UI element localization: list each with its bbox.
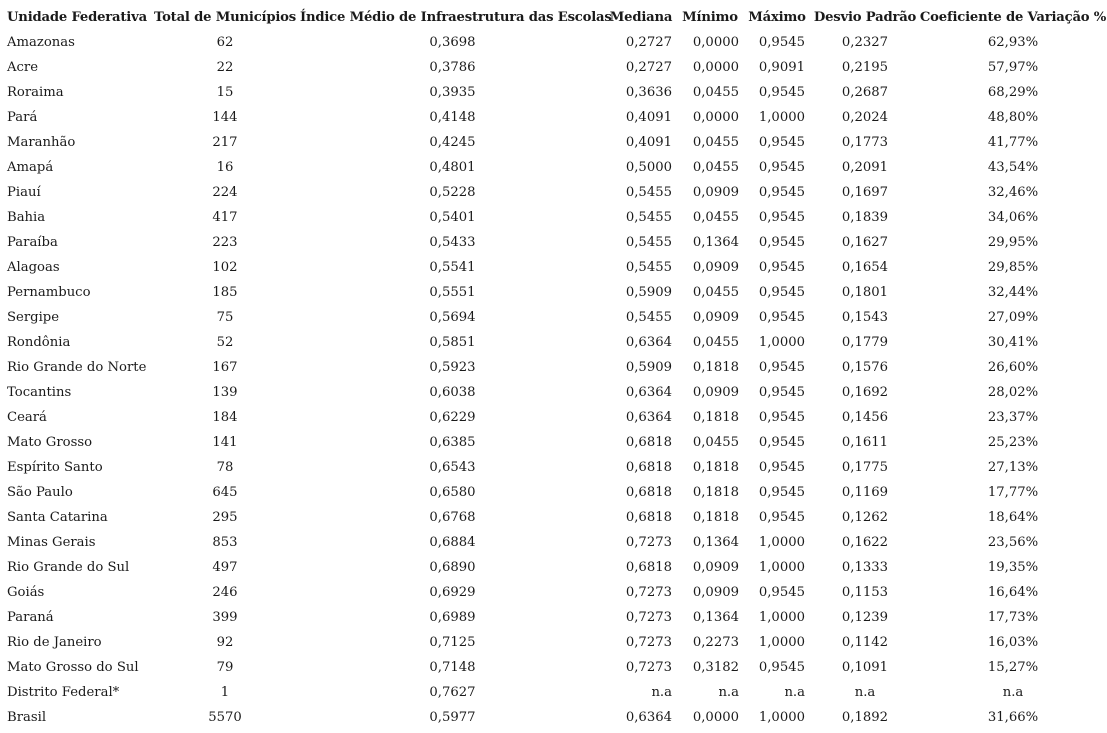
cell-total-municipios: 853 [212,535,238,550]
cell-desvio-padrao: 0,1692 [841,385,889,400]
cell-indice-medio: 0,7627 [429,685,476,700]
cell-desvio-padrao: 0,1892 [841,710,889,725]
cell-maximo: 0,9545 [758,35,805,50]
cell-coeficiente-variacao: n.a [1002,685,1024,700]
cell-total-municipios: 217 [212,135,238,150]
cell-total-municipios: 144 [212,110,238,125]
cell-desvio-padrao: 0,2091 [841,160,889,175]
cell-indice-medio: 0,5694 [429,310,476,325]
table-header [0,5,1107,30]
cell-indice-medio: 0,7125 [429,635,476,650]
cell-total-municipios: 167 [212,360,238,375]
table-row [0,530,1107,555]
cell-minimo: 0,1364 [692,610,739,625]
cell-minimo: 0,0455 [692,210,739,225]
cell-unidade-federativa: Goiás [7,585,45,600]
cell-desvio-padrao: 0,1622 [841,535,889,550]
infrastructure-table [0,5,1107,730]
cell-minimo: 0,0000 [692,60,739,75]
header-mediana: Mediana [609,10,673,25]
cell-minimo: 0,0909 [692,585,739,600]
cell-coeficiente-variacao: 16,64% [987,585,1039,600]
cell-unidade-federativa: Rio Grande do Norte [7,360,147,375]
cell-total-municipios: 417 [212,210,238,225]
cell-unidade-federativa: Pernambuco [7,285,91,300]
cell-desvio-padrao: 0,1543 [841,310,889,325]
cell-coeficiente-variacao: 17,77% [987,485,1039,500]
cell-total-municipios: 295 [212,510,238,525]
cell-coeficiente-variacao: 29,95% [987,235,1039,250]
cell-indice-medio: 0,6890 [429,560,476,575]
cell-coeficiente-variacao: 26,60% [987,360,1039,375]
cell-desvio-padrao: 0,1169 [841,485,889,500]
table-row [0,580,1107,605]
cell-coeficiente-variacao: 32,46% [987,185,1039,200]
table-row [0,430,1107,455]
cell-desvio-padrao: n.a [854,685,876,700]
header-maximo: Máximo [748,10,806,25]
cell-mediana: 0,2727 [625,60,672,75]
cell-unidade-federativa: Rondônia [7,335,71,350]
table-row [0,30,1107,55]
cell-maximo: 0,9545 [758,360,805,375]
cell-coeficiente-variacao: 17,73% [987,610,1039,625]
cell-mediana: 0,4091 [625,135,672,150]
cell-desvio-padrao: 0,1456 [841,410,889,425]
cell-mediana: 0,6818 [625,485,672,500]
cell-minimo: 0,0455 [692,285,739,300]
table-row [0,680,1107,705]
table-row [0,455,1107,480]
cell-maximo: n.a [784,685,805,700]
cell-indice-medio: 0,5228 [429,185,476,200]
cell-total-municipios: 102 [212,260,238,275]
cell-total-municipios: 16 [216,160,234,175]
cell-indice-medio: 0,6038 [429,385,476,400]
cell-maximo: 1,0000 [758,710,805,725]
cell-mediana: 0,4091 [625,110,672,125]
cell-unidade-federativa: Amapá [7,160,54,175]
table-row [0,155,1107,180]
cell-desvio-padrao: 0,2024 [841,110,889,125]
table-row [0,380,1107,405]
cell-mediana: 0,5909 [625,360,672,375]
cell-coeficiente-variacao: 18,64% [987,510,1039,525]
cell-mediana: 0,7273 [625,585,672,600]
cell-coeficiente-variacao: 27,09% [987,310,1039,325]
cell-desvio-padrao: 0,1839 [841,210,889,225]
cell-coeficiente-variacao: 27,13% [987,460,1039,475]
header-coeficiente-variacao: Coeficiente de Variação % [919,10,1107,25]
cell-desvio-padrao: 0,1627 [841,235,889,250]
cell-unidade-federativa: Paraná [7,610,54,625]
cell-total-municipios: 1 [220,685,230,700]
cell-minimo: 0,2273 [692,635,739,650]
header-indice-medio: Índice Médio de Infraestrutura das Escolas [300,10,612,25]
cell-mediana: 0,5455 [625,185,672,200]
cell-desvio-padrao: 0,1153 [841,585,889,600]
cell-unidade-federativa: Pará [7,110,38,125]
cell-indice-medio: 0,5923 [429,360,476,375]
cell-unidade-federativa: Alagoas [7,260,60,275]
cell-maximo: 0,9545 [758,385,805,400]
cell-coeficiente-variacao: 31,66% [987,710,1039,725]
cell-desvio-padrao: 0,1142 [841,635,889,650]
cell-mediana: 0,6818 [625,510,672,525]
cell-desvio-padrao: 0,1611 [841,435,889,450]
cell-total-municipios: 497 [212,560,238,575]
table-row [0,505,1107,530]
header-total-municipios: Total de Municípios [153,10,296,25]
table-row [0,130,1107,155]
cell-minimo: 0,0909 [692,560,739,575]
cell-indice-medio: 0,3786 [429,60,476,75]
cell-desvio-padrao: 0,1773 [841,135,889,150]
table-row [0,280,1107,305]
cell-desvio-padrao: 0,1239 [841,610,889,625]
cell-total-municipios: 22 [216,60,234,75]
cell-minimo: 0,0909 [692,310,739,325]
cell-maximo: 0,9545 [758,285,805,300]
cell-maximo: 1,0000 [758,560,805,575]
cell-mediana: 0,7273 [625,610,672,625]
cell-indice-medio: 0,7148 [429,660,476,675]
cell-desvio-padrao: 0,1775 [841,460,889,475]
cell-mediana: 0,5000 [625,160,672,175]
cell-total-municipios: 92 [216,635,234,650]
cell-minimo: n.a [718,685,739,700]
table-row [0,355,1107,380]
cell-mediana: 0,5455 [625,260,672,275]
cell-unidade-federativa: Acre [7,60,39,75]
cell-maximo: 1,0000 [758,610,805,625]
cell-mediana: 0,6364 [625,410,672,425]
cell-coeficiente-variacao: 23,56% [987,535,1039,550]
cell-unidade-federativa: Sergipe [7,310,60,325]
cell-unidade-federativa: Brasil [7,710,47,725]
cell-unidade-federativa: Espírito Santo [7,460,103,475]
cell-coeficiente-variacao: 43,54% [987,160,1039,175]
cell-coeficiente-variacao: 19,35% [987,560,1039,575]
cell-unidade-federativa: Mato Grosso [7,435,93,450]
cell-maximo: 0,9545 [758,585,805,600]
cell-coeficiente-variacao: 57,97% [987,60,1039,75]
cell-desvio-padrao: 0,1333 [841,560,889,575]
cell-mediana: 0,7273 [625,660,672,675]
header-unidade-federativa: Unidade Federativa [7,10,147,25]
cell-total-municipios: 185 [212,285,238,300]
header-minimo: Mínimo [682,10,738,25]
cell-coeficiente-variacao: 32,44% [987,285,1039,300]
header-desvio-padrao: Desvio Padrão [813,10,917,25]
cell-indice-medio: 0,5433 [429,235,476,250]
cell-maximo: 0,9545 [758,435,805,450]
table-body [0,30,1107,730]
cell-coeficiente-variacao: 34,06% [987,210,1039,225]
cell-mediana: 0,5455 [625,235,672,250]
table-row [0,605,1107,630]
table-row [0,205,1107,230]
cell-coeficiente-variacao: 23,37% [987,410,1039,425]
cell-mediana: 0,2727 [625,35,672,50]
table-row [0,555,1107,580]
cell-total-municipios: 223 [212,235,238,250]
cell-minimo: 0,0000 [692,110,739,125]
cell-desvio-padrao: 0,2327 [841,35,889,50]
cell-mediana: 0,6364 [625,335,672,350]
cell-mediana: 0,6364 [625,385,672,400]
cell-unidade-federativa: Distrito Federal* [7,685,120,700]
cell-indice-medio: 0,6543 [429,460,476,475]
cell-minimo: 0,3182 [692,660,739,675]
cell-coeficiente-variacao: 62,93% [987,35,1039,50]
cell-coeficiente-variacao: 48,80% [987,110,1039,125]
cell-maximo: 0,9545 [758,160,805,175]
cell-minimo: 0,1818 [692,485,739,500]
cell-desvio-padrao: 0,2687 [841,85,889,100]
cell-minimo: 0,1364 [692,235,739,250]
cell-maximo: 0,9545 [758,85,805,100]
table-row [0,255,1107,280]
cell-total-municipios: 15 [216,85,234,100]
cell-maximo: 0,9545 [758,260,805,275]
cell-maximo: 0,9545 [758,410,805,425]
cell-maximo: 0,9545 [758,185,805,200]
cell-desvio-padrao: 0,1801 [841,285,889,300]
cell-minimo: 0,0455 [692,160,739,175]
cell-minimo: 0,0000 [692,710,739,725]
cell-total-municipios: 139 [212,385,238,400]
cell-coeficiente-variacao: 30,41% [987,335,1039,350]
cell-total-municipios: 645 [212,485,238,500]
cell-unidade-federativa: Roraima [7,85,64,100]
cell-unidade-federativa: Tocantins [7,385,72,400]
cell-total-municipios: 141 [212,435,238,450]
cell-unidade-federativa: Mato Grosso do Sul [7,660,139,675]
cell-mediana: 0,6818 [625,560,672,575]
table-row [0,180,1107,205]
cell-unidade-federativa: Rio de Janeiro [7,635,102,650]
cell-coeficiente-variacao: 15,27% [987,660,1039,675]
cell-total-municipios: 75 [216,310,234,325]
cell-indice-medio: 0,5551 [429,285,476,300]
cell-total-municipios: 78 [216,460,234,475]
header-row [0,5,1107,30]
cell-maximo: 0,9545 [758,660,805,675]
table-row [0,630,1107,655]
table-row [0,705,1107,730]
cell-desvio-padrao: 0,1779 [841,335,889,350]
cell-maximo: 1,0000 [758,110,805,125]
cell-indice-medio: 0,6989 [429,610,476,625]
cell-minimo: 0,1818 [692,360,739,375]
cell-unidade-federativa: Piauí [7,185,41,200]
cell-unidade-federativa: Bahia [7,210,46,225]
cell-mediana: 0,7273 [625,535,672,550]
cell-desvio-padrao: 0,1576 [841,360,889,375]
cell-coeficiente-variacao: 41,77% [987,135,1039,150]
cell-maximo: 0,9545 [758,310,805,325]
cell-desvio-padrao: 0,1654 [841,260,889,275]
cell-unidade-federativa: Minas Gerais [7,535,96,550]
cell-mediana: 0,3636 [625,85,672,100]
cell-minimo: 0,0000 [692,35,739,50]
cell-desvio-padrao: 0,2195 [841,60,889,75]
cell-desvio-padrao: 0,1262 [841,510,889,525]
cell-minimo: 0,0455 [692,135,739,150]
cell-minimo: 0,0909 [692,260,739,275]
cell-indice-medio: 0,6580 [429,485,476,500]
cell-indice-medio: 0,3935 [429,85,476,100]
cell-indice-medio: 0,6385 [429,435,476,450]
cell-total-municipios: 246 [212,585,238,600]
table-row [0,655,1107,680]
cell-maximo: 1,0000 [758,335,805,350]
cell-minimo: 0,0909 [692,185,739,200]
table-row [0,105,1107,130]
cell-unidade-federativa: São Paulo [7,485,73,500]
table-row [0,80,1107,105]
cell-indice-medio: 0,5401 [429,210,476,225]
cell-minimo: 0,1818 [692,510,739,525]
cell-maximo: 0,9545 [758,510,805,525]
cell-minimo: 0,0909 [692,385,739,400]
cell-unidade-federativa: Amazonas [7,35,75,50]
cell-mediana: 0,6818 [625,435,672,450]
cell-maximo: 1,0000 [758,535,805,550]
cell-unidade-federativa: Maranhão [7,135,76,150]
cell-indice-medio: 0,5851 [429,335,476,350]
cell-unidade-federativa: Rio Grande do Sul [7,560,130,575]
cell-maximo: 0,9545 [758,235,805,250]
cell-maximo: 0,9545 [758,135,805,150]
cell-total-municipios: 52 [216,335,234,350]
cell-total-municipios: 62 [216,35,234,50]
cell-minimo: 0,0455 [692,435,739,450]
cell-indice-medio: 0,5541 [429,260,476,275]
cell-indice-medio: 0,6768 [429,510,476,525]
cell-desvio-padrao: 0,1091 [841,660,889,675]
cell-unidade-federativa: Paraíba [7,235,58,250]
cell-maximo: 0,9545 [758,210,805,225]
cell-minimo: 0,1364 [692,535,739,550]
cell-coeficiente-variacao: 25,23% [987,435,1039,450]
cell-mediana: 0,6818 [625,460,672,475]
cell-total-municipios: 224 [212,185,238,200]
cell-coeficiente-variacao: 16,03% [987,635,1039,650]
cell-mediana: 0,7273 [625,635,672,650]
cell-unidade-federativa: Ceará [7,410,47,425]
cell-coeficiente-variacao: 68,29% [987,85,1039,100]
table-row [0,55,1107,80]
cell-total-municipios: 79 [216,660,234,675]
table-row [0,230,1107,255]
cell-indice-medio: 0,6229 [429,410,476,425]
cell-unidade-federativa: Santa Catarina [7,510,108,525]
cell-total-municipios: 184 [212,410,238,425]
cell-mediana: 0,5909 [625,285,672,300]
cell-indice-medio: 0,6884 [429,535,476,550]
cell-desvio-padrao: 0,1697 [841,185,889,200]
table-row [0,305,1107,330]
cell-minimo: 0,1818 [692,460,739,475]
cell-indice-medio: 0,6929 [429,585,476,600]
cell-mediana: 0,5455 [625,210,672,225]
cell-mediana: 0,5455 [625,310,672,325]
cell-mediana: 0,6364 [625,710,672,725]
table-row [0,480,1107,505]
cell-total-municipios: 399 [212,610,238,625]
table-row [0,330,1107,355]
cell-coeficiente-variacao: 28,02% [987,385,1039,400]
cell-indice-medio: 0,5977 [429,710,476,725]
table-row [0,405,1107,430]
cell-indice-medio: 0,4801 [429,160,476,175]
cell-coeficiente-variacao: 29,85% [987,260,1039,275]
cell-minimo: 0,0455 [692,85,739,100]
cell-maximo: 0,9091 [758,60,805,75]
cell-indice-medio: 0,3698 [429,35,476,50]
cell-minimo: 0,0455 [692,335,739,350]
cell-total-municipios: 5570 [208,710,242,725]
cell-maximo: 0,9545 [758,460,805,475]
cell-mediana: n.a [651,685,672,700]
cell-indice-medio: 0,4245 [429,135,476,150]
cell-maximo: 0,9545 [758,485,805,500]
cell-minimo: 0,1818 [692,410,739,425]
cell-maximo: 1,0000 [758,635,805,650]
cell-indice-medio: 0,4148 [429,110,476,125]
